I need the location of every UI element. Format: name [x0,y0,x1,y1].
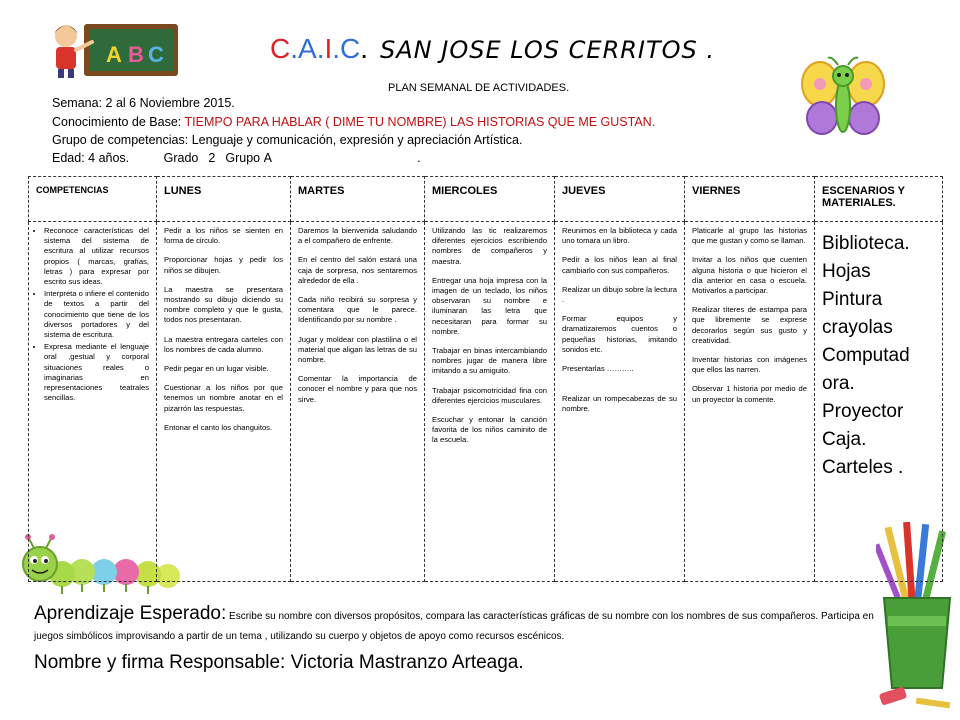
conocimiento-value: TIEMPO PARA HABLAR ( DIME TU NOMBRE) LAS HISTORIAS QUE ME GUSTAN. [184,115,656,129]
school-name: SAN JOSE LOS CERRITOS . [380,36,716,64]
table-row [29,222,943,582]
semana-label: Semana: [52,96,103,110]
grupo-a-label: Grupo [225,151,261,165]
viernes-activity: Inventar historias con imágenes que ellos las narren. [692,355,807,375]
semana-line [52,96,235,110]
edad-line [52,151,421,165]
miercoles-activity: Escuchar y entonar la canción favorita de los niños caminito de la escuela. [432,415,547,445]
martes-activity: Cada niño recibirá su sorpresa y comentara que le parece. Identificando por su nombre . [298,295,417,325]
title-dot: . [360,33,369,64]
material-item: Caja. [822,429,867,450]
lunes-activity: Cuestionar a los niños por que tenemos un nombre anotar en el pizarrón las respuestas. [164,383,283,413]
grupo-value: Lenguaje y comunicación, expresión y apreciación Artística. [191,133,523,147]
lunes-cell [157,222,291,582]
grupo-a-value: A [263,151,272,165]
viernes-activity: Observar 1 historia por medio de un proyector la comente. [692,384,807,404]
miercoles-activity: Entregar una hoja impresa con la imagen de un teclado, los niños observaran su nombre e iluminaran las letra que necesitaran para formar su nombre. [432,275,547,336]
martes-activity: Comentar la importancia de conocer el nombre y para que nos sirve. [298,374,417,404]
jueves-activity: Pedir a los niños lean al final cambiarlo con sus compañeros. [562,255,677,275]
miercoles-activity: Trabajar en binas intercambiando nombres jugar de manera libre imitando a su amiguito. [432,346,547,376]
aprendizaje-text: Escribe su nombre con diversos propósitos, compara las características gráficas de su nombre con los nombres de sus compañeros. Participa en juegos simbólicos improvisando a partir de un tema , utilizando su cuerpo y objetos de apoyo como recursos escénicos. [34,611,874,642]
grupo-label: Grupo de competencias: [52,133,189,147]
martes-activity: Jugar y moldear con plastilina o el material que aligan las letras de su nombre. [298,334,417,365]
lunes-activity: La maestra entregara carteles con los nombres de cada alumno. [164,334,283,354]
jueves-activity: Reunimos en la biblioteca y cada uno tomara un libro. [562,226,677,246]
materiales-cell [815,222,943,582]
grado-label: Grado [163,151,199,165]
martes-cell [291,222,425,582]
semana-value: 2 al 6 Noviembre 2015. [105,96,235,110]
jueves-activity: Formar equipos y dramatizaremos cuentos o pequeñas historias, imitando sonidos etc. [562,314,677,354]
material-item: ora. [822,373,855,394]
title-letter-c: C [270,33,291,64]
header-materiales: ESCENARIOS Y MATERIALES. [815,177,943,222]
grupo-competencias-line [52,133,522,147]
material-item: Biblioteca. [822,233,910,254]
lunes-activity: Proporcionar hojas y pedir los niños se dibujen. [164,255,283,275]
lunes-activity: La maestra se presentara mostrando su dibujo diciendo su nombre completo y que le gusta, todos nos presentaran. [164,284,283,325]
material-item: Computad [822,345,910,366]
butterfly-clipart [800,54,886,146]
material-item: Pintura [822,289,883,310]
jueves-activity: Presentarlas ……….. [562,364,634,374]
lunes-activity: Pedir pegar en un lugar visible. [164,364,269,374]
competencia-item: • Interpreta o infiere el contenido de textos a partir del conocimiento que tiene de los diversos portadores y del sistema de escritura. [44,289,149,340]
table-header-row [29,177,943,222]
viernes-cell [685,222,815,582]
material-item: Proyector [822,401,904,422]
title-letter-a: .A. [290,33,325,64]
material-item: Carteles . [822,457,904,478]
svg-text:B: B [128,42,144,67]
grado-value: 2 [208,151,216,165]
competencia-item: • Reconoce características del sistema del sistema de escritura al utilizar recursos propios ( marcas, grafías, letras ) para expresar por escrito sus ideas. [44,226,149,287]
material-item: crayolas [822,317,893,338]
martes-activity: Daremos la bienvenida saludando a el compañero de enfrente. [298,226,417,246]
header-jueves: JUEVES [555,177,685,222]
martes-activity: En el centro del salón estará una caja de sorpresa, nos sentaremos alrededor de ella . [298,255,417,285]
header-viernes: VIERNES [685,177,815,222]
miercoles-cell [425,222,555,582]
title-letter-i: I [324,33,333,64]
miercoles-activity: Utilizando las tic realizaremos diferentes ejercicios escribiendo nombres de compañeros y maestra. [432,226,547,266]
title-letter-c2: .C [332,33,361,64]
aprendizaje-esperado [34,604,894,647]
jueves-cell [555,222,685,582]
svg-text:C: C [148,42,164,67]
plan-subtitle: PLAN SEMANAL DE ACTIVIDADES. [388,82,570,94]
aprendizaje-label: Aprendizaje Esperado: [34,603,227,624]
viernes-activity: Platicarle al grupo las historias que me gustan y como se llaman. [692,226,807,246]
header-martes: MARTES [291,177,425,222]
header-miercoles: MIERCOLES [425,177,555,222]
firma-responsable: Nombre y firma Responsable: Victoria Mastranzo Arteaga. [34,652,524,673]
competencia-item: • Expresa mediante el lenguaje oral ,gestual y corporal situaciones reales o imaginarias en representaciones teatrales sencillas. [44,342,149,403]
lunes-activity: Entonar el canto los changuitos. [164,422,273,432]
conocimiento-line [52,115,655,129]
header-competencias: COMPETENCIAS [29,177,157,222]
miercoles-activity: Trabajar psicomotricidad fina con diferentes ejercicios musculares. [432,385,547,405]
school-title [270,34,715,65]
header-lunes: LUNES [157,177,291,222]
lunes-activity: Pedir a los niños se sienten en forma de circulo. [164,226,283,246]
teacher-chalkboard-clipart [44,18,182,80]
edad-label: Edad: [52,151,85,165]
edad-line-end: . [417,151,421,165]
svg-text:A: A [106,42,122,67]
jueves-activity: Realizar un rompecabezas de su nombre. [562,394,677,414]
conocimiento-label: Conocimiento de Base: [52,115,182,129]
viernes-activity: Realizar títeres de estampa para que libremente se exprese decorarlos según sus gusto y creatividad. [692,305,807,345]
jueves-activity: Realizar un dibujo sobre la lectura . [562,284,677,305]
viernes-activity: Invitar a los niños que cuenten alguna historia o que hicieron el día anterior en casa o escuela. Motivarlos a participar. [692,255,807,296]
edad-value: 4 años. [88,151,130,165]
material-item: Hojas [822,261,871,282]
weekly-plan-table [28,176,943,582]
competencias-cell [29,222,157,582]
